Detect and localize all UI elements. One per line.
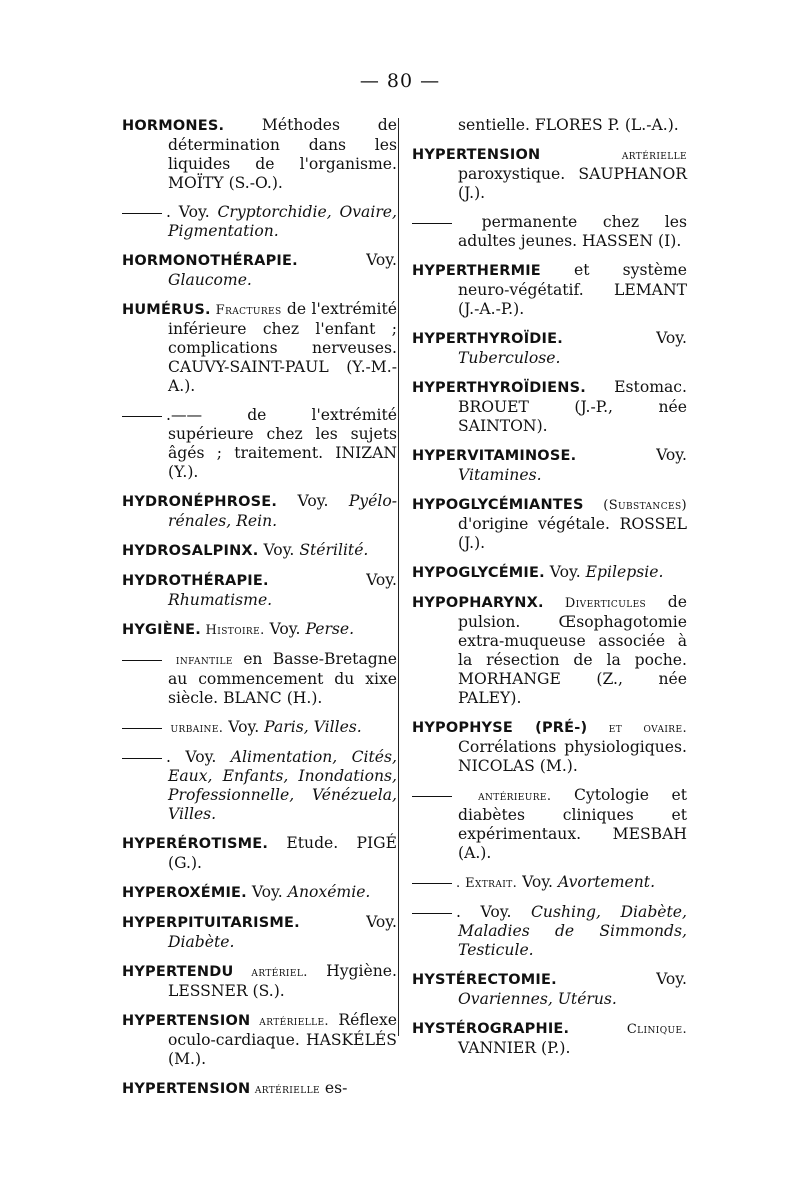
index-entry	[122, 541, 397, 561]
entry-reference: Paris, Villes.	[264, 718, 362, 736]
entry-text: permanente chez les adultes jeunes. HASSEN (I).	[456, 213, 687, 250]
entry-reference: Ovariennes, Utérus.	[458, 990, 617, 1008]
entry-reference: Anoxémie.	[287, 883, 371, 901]
index-entry	[412, 563, 687, 583]
entry-subheading: artérielle.	[250, 1014, 329, 1029]
entry-text: d'origine végétale. ROSSEL (J.).	[458, 515, 687, 552]
entry-subheading: Diverticules	[543, 596, 647, 611]
index-entry	[122, 650, 397, 708]
repeat-dash	[412, 223, 452, 224]
index-entry	[122, 748, 397, 824]
entry-text: Voy.	[297, 251, 397, 269]
entry-heading: HYPOPHARYNX.	[412, 595, 544, 611]
entry-text: Voy.	[246, 883, 288, 901]
column-divider	[398, 118, 399, 1036]
entry-heading: HYPOPHYSE (PRÉ-)	[412, 720, 588, 736]
index-entry	[122, 116, 397, 193]
entry-subheading: artériel.	[233, 965, 308, 980]
entry-text: Voy.	[299, 913, 397, 931]
entry-subheading: Histoire.	[201, 623, 265, 638]
entry-heading: HUMÉRUS.	[122, 302, 211, 318]
entry-text: Voy.	[517, 873, 558, 891]
entry-subheading: . Extrait.	[456, 876, 518, 891]
index-entry	[412, 718, 687, 776]
index-entry	[122, 913, 397, 952]
repeat-dash	[122, 758, 162, 759]
index-entry	[412, 786, 687, 863]
index-entry	[122, 834, 397, 873]
index-entry	[122, 1011, 397, 1069]
index-entry	[412, 378, 687, 436]
entry-reference: Vitamines.	[458, 466, 542, 484]
entry-text: . Voy.	[166, 748, 231, 766]
entry-text: Voy.	[264, 620, 306, 638]
entry-reference: Stérilité.	[299, 541, 369, 559]
entry-heading: HYPEROXÉMIE.	[122, 885, 247, 901]
entry-heading: HORMONES.	[122, 118, 225, 134]
entry-text: de pulsion. Œsophagotomie extra-muqueuse associée à la résection de la poche. MORHANGE (Z., née PALEY).	[458, 593, 687, 707]
entry-reference: Alimentation, Cités, Eaux, Enfants, Inondations, Professionnelle, Vénézuela, Villes.	[168, 748, 397, 823]
left-column	[122, 116, 397, 1109]
index-entry	[412, 1019, 687, 1058]
entry-heading: HYPERTENSION	[122, 1081, 251, 1097]
entry-text: Voy.	[223, 718, 265, 736]
entry-text: . Voy.	[456, 903, 531, 921]
entry-text: sentielle. FLORES P. (L.-A.).	[458, 116, 679, 134]
entry-subheading: Fractures	[210, 303, 282, 318]
index-entry	[412, 495, 687, 553]
entry-reference: Pyélo-rénales, Rein.	[168, 492, 397, 530]
index-entry	[412, 116, 687, 135]
index-entry	[412, 903, 687, 960]
entry-text: Voy.	[268, 571, 397, 589]
entry-reference: Cushing, Diabète, Maladies de Simmonds, Testicule.	[458, 903, 687, 959]
entry-subheading: Clinique.	[569, 1022, 687, 1037]
entry-text: Réflexe oculo-cardiaque. HASKÉLÉS (M.).	[168, 1011, 397, 1068]
entry-subheading: et ovaire.	[587, 721, 687, 736]
index-entry	[122, 883, 397, 903]
index-entry	[122, 203, 397, 241]
entry-text: .—— de l'extrémité supérieure chez les sujets âgés ; traitement. INIZAN (Y.).	[166, 406, 397, 481]
entry-text: es-	[319, 1079, 348, 1097]
repeat-dash	[412, 883, 452, 884]
entry-text: Voy.	[544, 563, 586, 581]
entry-reference: Rhumatisme.	[168, 591, 273, 609]
entry-subheading: urbaine.	[166, 721, 224, 736]
entry-text: Hygiène. LESSNER (S.).	[168, 962, 397, 1000]
entry-text: de l'extrémité inférieure chez l'enfant ; complications nerveuses. CAUVY-SAINT-PAUL (Y.-M.-A.).	[168, 300, 397, 395]
entry-reference: Epilepsie.	[585, 563, 664, 581]
entry-reference: Diabète.	[168, 933, 235, 951]
index-entry	[122, 1079, 397, 1099]
entry-heading: HYPERTENSION	[412, 147, 541, 163]
index-entry	[122, 251, 397, 290]
index-entry	[412, 213, 687, 251]
entry-heading: HYPERPITUITARISME.	[122, 915, 300, 931]
entry-heading: HORMONOTHÉRAPIE.	[122, 253, 298, 269]
entry-subheading: artérielle	[540, 148, 687, 163]
index-entry	[412, 145, 687, 203]
entry-heading: HYPERTHYROÏDIENS.	[412, 380, 586, 396]
repeat-dash	[122, 213, 162, 214]
entry-reference: Cryptorchidie, Ovaire, Pigmentation.	[168, 203, 397, 240]
index-entry	[412, 261, 687, 319]
entry-heading: HYPERTENDU	[122, 964, 234, 980]
entry-heading: HYPERVITAMINOSE.	[412, 448, 577, 464]
repeat-dash	[122, 660, 162, 661]
index-entry	[122, 300, 397, 396]
entry-text: Cytologie et diabètes cliniques et expérimentaux. MESBAH (A.).	[458, 786, 687, 862]
index-entry	[122, 571, 397, 610]
repeat-dash	[122, 728, 162, 729]
repeat-dash	[122, 416, 162, 417]
entry-heading: HYDROTHÉRAPIE.	[122, 573, 269, 589]
entry-heading: HYDROSALPINX.	[122, 543, 259, 559]
entry-subheading: artérielle	[250, 1082, 320, 1097]
entry-text: . Voy.	[166, 203, 218, 221]
entry-heading: HYPERTHYROÏDIE.	[412, 331, 563, 347]
entry-text: Voy.	[576, 446, 687, 464]
entry-text: Méthodes de détermination dans les liquides de l'organisme. MOÏTY (S.-O.).	[168, 116, 397, 192]
entry-heading: HYPERÉROTISME.	[122, 836, 269, 852]
entry-heading: HYPOGLYCÉMIE.	[412, 565, 545, 581]
entry-text: Voy.	[258, 541, 300, 559]
index-entry	[122, 492, 397, 531]
entry-heading: HYPERTHERMIE	[412, 263, 541, 279]
index-entry	[412, 446, 687, 485]
entry-reference: Avortement.	[557, 873, 656, 891]
index-entry	[122, 962, 397, 1001]
right-column	[412, 116, 687, 1068]
page-number: — 80 —	[359, 70, 441, 92]
entry-subheading: (Substances)	[583, 498, 687, 513]
entry-text: VANNIER (P.).	[458, 1039, 571, 1057]
entry-heading: HYDRONÉPHROSE.	[122, 494, 278, 510]
entry-text: Estomac. BROUET (J.-P., née SAINTON).	[458, 378, 687, 435]
entry-subheading: infantile	[166, 653, 233, 668]
entry-text: Etude. PIGÉ (G.).	[168, 834, 397, 872]
entry-heading: HYPERTENSION	[122, 1013, 251, 1029]
index-entry	[412, 970, 687, 1009]
entry-text: Voy.	[277, 492, 349, 510]
index-entry	[122, 406, 397, 482]
entry-text: et système neuro-végétatif. LEMANT (J.-A.-P.).	[458, 261, 687, 318]
entry-heading: HYSTÉROGRAPHIE.	[412, 1021, 570, 1037]
entry-text: en Basse-Bretagne au commencement du xixe siècle. BLANC (H.).	[168, 650, 397, 707]
index-entry	[412, 593, 687, 708]
index-entry	[412, 873, 687, 893]
entry-text: paroxystique. SAUPHANOR (J.).	[458, 165, 687, 202]
entry-text: Voy.	[556, 970, 687, 988]
index-entry	[122, 718, 397, 738]
repeat-dash	[412, 913, 452, 914]
entry-text: Voy.	[562, 329, 687, 347]
entry-subheading: antérieure.	[456, 789, 552, 804]
repeat-dash	[412, 796, 452, 797]
entry-text: Corrélations physiologiques. NICOLAS (M.).	[458, 738, 687, 775]
entry-heading: HYGIÈNE.	[122, 622, 201, 638]
entry-heading: HYPOGLYCÉMIANTES	[412, 497, 584, 513]
index-entry	[122, 620, 397, 640]
entry-heading: HYSTÉRECTOMIE.	[412, 972, 557, 988]
index-entry	[412, 329, 687, 368]
entry-reference: Glaucome.	[168, 271, 252, 289]
entry-reference: Tuberculose.	[458, 349, 561, 367]
entry-reference: Perse.	[305, 620, 355, 638]
